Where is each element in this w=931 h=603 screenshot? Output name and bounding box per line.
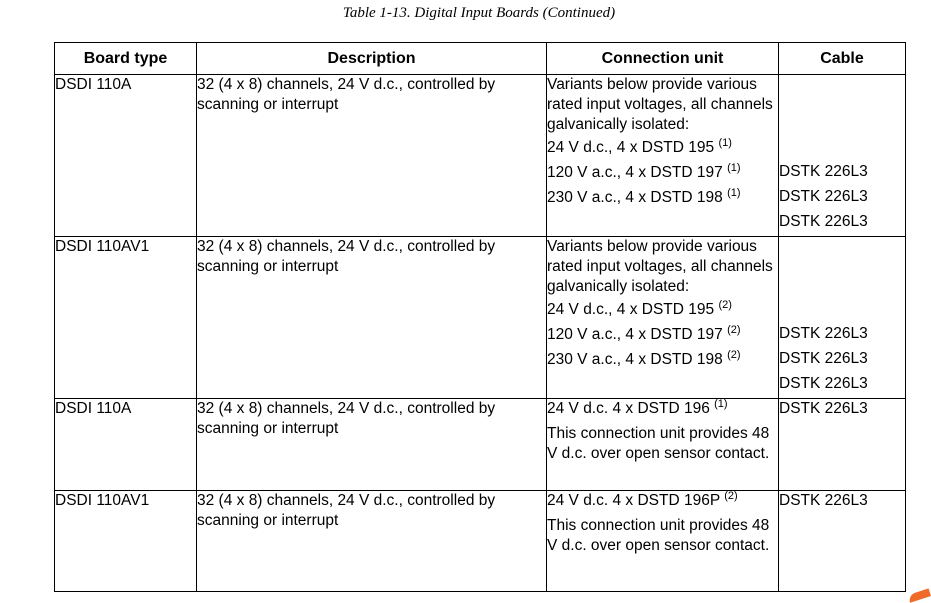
header-description: Description xyxy=(197,43,547,75)
unit-line xyxy=(547,399,778,419)
description-cell xyxy=(197,399,547,491)
variant-text: 24 V d.c., 4 x DSTD 195 xyxy=(547,139,715,156)
board-type-cell xyxy=(55,399,197,491)
table-caption: Table 1-13. Digital Input Boards (Continued) xyxy=(342,5,616,21)
cable-value: DSTK 226L3 xyxy=(779,400,868,417)
variant-line xyxy=(547,347,778,372)
description-cell xyxy=(197,237,547,399)
variants-intro: Variants below provide various rated input voltages, all channels galvanically isolated: xyxy=(547,76,773,133)
header-cable: Cable xyxy=(779,43,906,75)
connection-unit-cell xyxy=(547,75,779,237)
header-connection-unit: Connection unit xyxy=(547,43,779,75)
variant-text: 120 V a.c., 4 x DSTD 197 xyxy=(547,326,723,343)
description: 32 (4 x 8) channels, 24 V d.c., controlled by scanning or interrupt xyxy=(197,238,496,275)
board-type: DSDI 110A xyxy=(55,400,132,417)
table-row xyxy=(55,399,906,491)
description: 32 (4 x 8) channels, 24 V d.c., controlled by scanning or interrupt xyxy=(197,400,496,437)
cable-cell xyxy=(779,491,906,592)
variant-text: 24 V d.c., 4 x DSTD 195 xyxy=(547,301,715,318)
footnote-ref: (2) xyxy=(727,324,741,336)
variant-text: 120 V a.c., 4 x DSTD 197 xyxy=(547,164,723,181)
variant-line xyxy=(547,322,778,347)
variant-line xyxy=(547,185,778,210)
footnote-ref: (1) xyxy=(727,162,741,174)
variant-line xyxy=(547,160,778,185)
variant-text: 230 V a.c., 4 x DSTD 198 xyxy=(547,189,723,206)
table-row xyxy=(55,491,906,592)
board-type-cell xyxy=(55,237,197,399)
footnote-ref: (1) xyxy=(727,187,741,199)
cable-value: DSTK 226L3 xyxy=(779,325,868,342)
cable-value: DSTK 226L3 xyxy=(779,188,868,205)
board-type: DSDI 110AV1 xyxy=(55,492,150,509)
connection-unit-cell xyxy=(547,491,779,592)
unit-info: This connection unit provides 48 V d.c. over open sensor contact. xyxy=(547,517,770,554)
variant-line xyxy=(547,135,778,160)
footnote-ref: (1) xyxy=(714,398,728,410)
connection-unit-cell xyxy=(547,237,779,399)
variants-intro: Variants below provide various rated input voltages, all channels galvanically isolated: xyxy=(547,238,773,295)
footnote-ref: (2) xyxy=(724,490,738,502)
description-cell xyxy=(197,491,547,592)
cable-value: DSTK 226L3 xyxy=(779,163,868,180)
cable-value: DSTK 226L3 xyxy=(779,213,868,230)
table-row xyxy=(55,75,906,237)
header-board-type: Board type xyxy=(55,43,197,75)
cable-cell xyxy=(779,237,906,399)
board-type-cell xyxy=(55,491,197,592)
board-type: DSDI 110AV1 xyxy=(55,238,150,255)
variant-line xyxy=(547,297,778,322)
table-header-row xyxy=(55,43,906,75)
cable-cell xyxy=(779,75,906,237)
unit-info: This connection unit provides 48 V d.c. over open sensor contact. xyxy=(547,425,770,462)
table-row xyxy=(55,237,906,399)
cable-cell xyxy=(779,399,906,491)
description: 32 (4 x 8) channels, 24 V d.c., controlled by scanning or interrupt xyxy=(197,76,496,113)
description: 32 (4 x 8) channels, 24 V d.c., controlled by scanning or interrupt xyxy=(197,492,496,529)
board-type: DSDI 110A xyxy=(55,76,132,93)
footnote-ref: (2) xyxy=(727,349,741,361)
digital-input-boards-table xyxy=(54,42,906,592)
description-cell xyxy=(197,75,547,237)
unit-line xyxy=(547,491,778,511)
variant-text: 230 V a.c., 4 x DSTD 198 xyxy=(547,351,723,368)
cable-value: DSTK 226L3 xyxy=(779,492,868,509)
connection-unit-cell xyxy=(547,399,779,491)
unit-text: 24 V d.c. 4 x DSTD 196P xyxy=(547,492,720,509)
cable-value: DSTK 226L3 xyxy=(779,375,868,392)
footnote-ref: (2) xyxy=(718,299,732,311)
board-type-cell xyxy=(55,75,197,237)
unit-text: 24 V d.c. 4 x DSTD 196 xyxy=(547,400,710,417)
footnote-ref: (1) xyxy=(718,137,732,149)
cable-value: DSTK 226L3 xyxy=(779,350,868,367)
